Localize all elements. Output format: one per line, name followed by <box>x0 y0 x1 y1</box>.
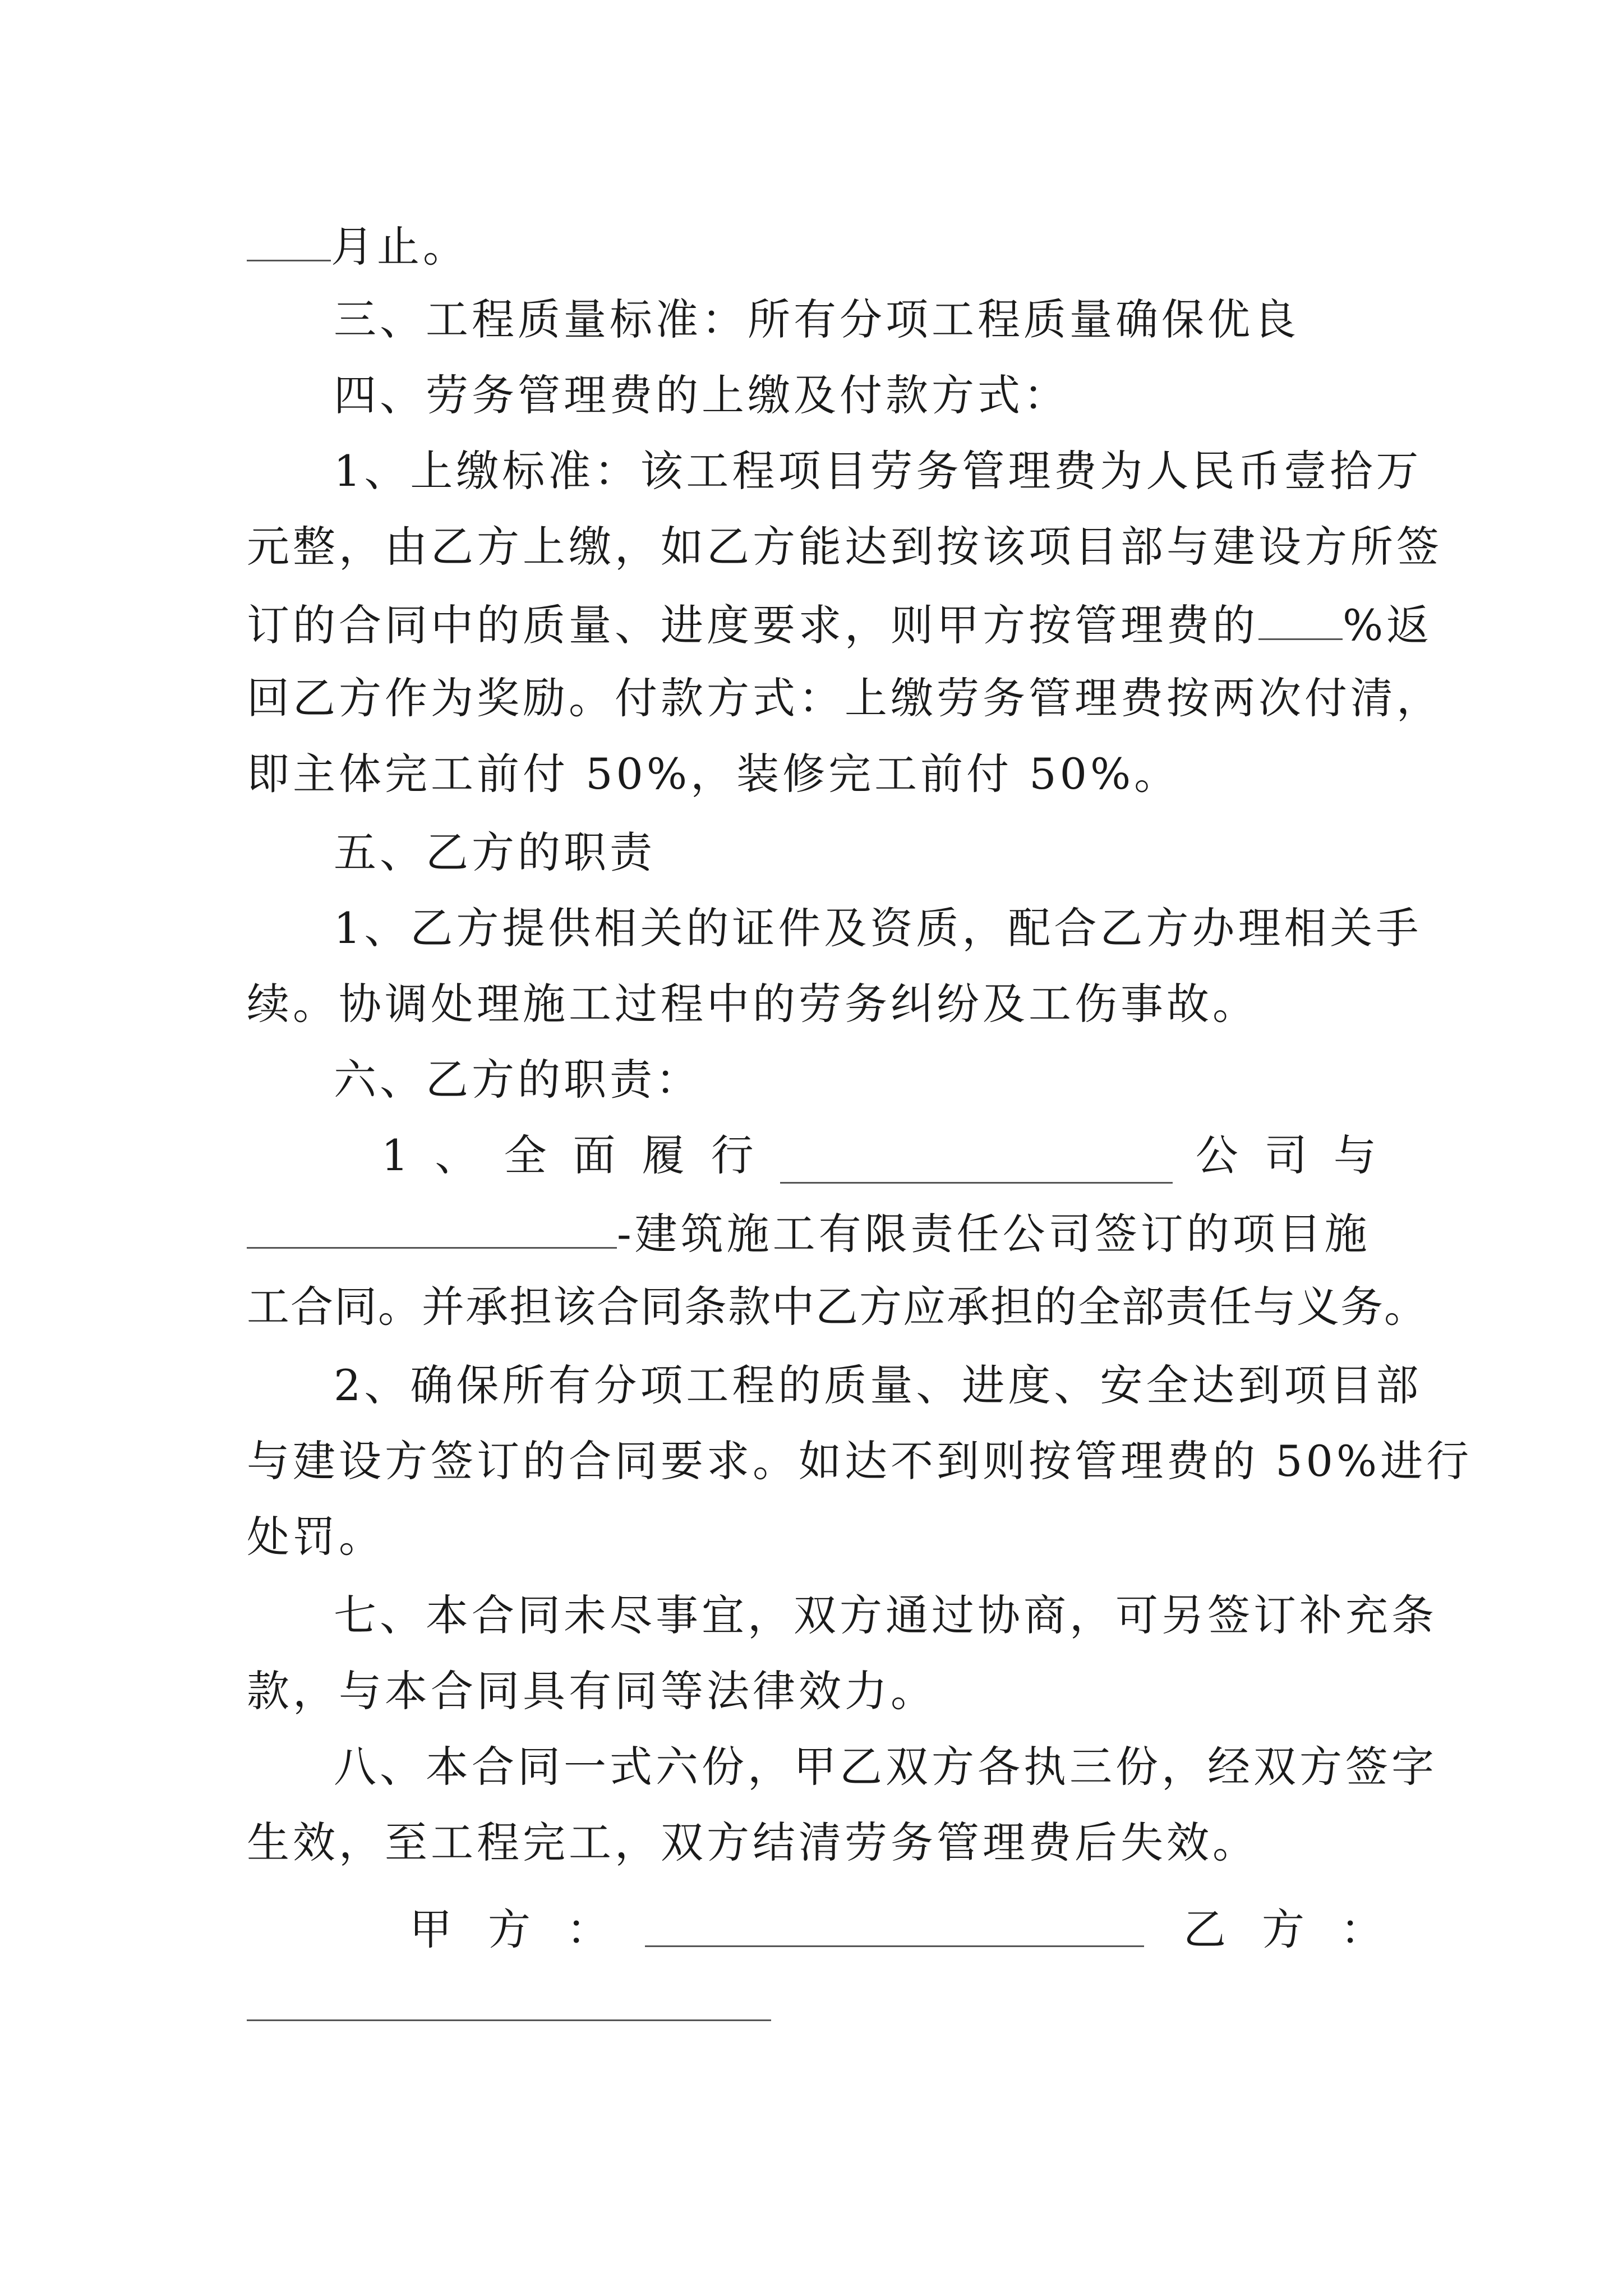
line-char: 面 <box>573 1130 619 1180</box>
line-char: 履 <box>642 1130 688 1180</box>
clause-8-line-1: 八、本合同一式六份，甲乙双方各执三份，经双方签字 <box>334 1742 1437 1792</box>
party-a-char: 甲 <box>409 1904 455 1954</box>
line-char: 公 <box>1195 1130 1242 1180</box>
company-name-blank[interactable] <box>247 1203 617 1249</box>
clause-4-1-line-5: 即主体完工前付 50%，装修完工前付 50%。 <box>247 749 1181 799</box>
line-char: 1 <box>381 1130 412 1180</box>
line-text: 订的合同中的质量、进度要求，则甲方按管理费的 <box>247 600 1258 650</box>
party-a-char: 方 <box>488 1904 534 1954</box>
clause-6-1-line-1 <box>381 1128 1380 1184</box>
clause-5-heading: 五、乙方的职责 <box>334 827 656 877</box>
clause-4-heading: 四、劳务管理费的上缴及付款方式： <box>334 370 1069 420</box>
clause-4-1-line-1 <box>334 443 1422 499</box>
line-char: 司 <box>1264 1130 1311 1180</box>
line-char: 、 <box>435 1130 481 1180</box>
party-b-signature-blank[interactable] <box>247 2019 771 2021</box>
clause-6-heading: 六、乙方的职责： <box>334 1055 702 1105</box>
clause-4-1-line-2: 元整，由乙方上缴，如乙方能达到按该项目部与建设方所签 <box>247 522 1442 572</box>
clause-5-1-line-1: 1、乙方提供相关的证件及资质，配合乙方办理相关手 <box>334 903 1422 953</box>
clause-8-line-2: 生效，至工程完工，双方结清劳务管理费后失效。 <box>247 1818 1258 1867</box>
line-char: 行 <box>711 1130 757 1180</box>
blank-field[interactable] <box>247 216 331 261</box>
line-char: 与 <box>1333 1130 1380 1180</box>
line-text: %返 <box>1343 600 1433 650</box>
line-text: -建筑施工有限责任公司签订的项目施 <box>617 1209 1371 1259</box>
clause-4-1-line-4: 回乙方作为奖励。付款方式：上缴劳务管理费按两次付清， <box>247 673 1442 723</box>
line-text: 月止。 <box>331 222 469 272</box>
clause-3-heading: 三、工程质量标准：所有分项工程质量确保优良 <box>334 295 1299 344</box>
party-b-char: 乙 <box>1183 1904 1229 1954</box>
clause-5-1-line-2: 续。协调处理施工过程中的劳务纠纷及工伤事故。 <box>247 979 1258 1029</box>
clause-6-2-line-3: 处罚。 <box>247 1512 385 1562</box>
text-line-1 <box>247 216 1380 272</box>
clause-6-1-line-2 <box>247 1203 1380 1259</box>
clause-7-line-1: 七、本合同未尽事宜，双方通过协商，可另签订补充条 <box>334 1590 1437 1640</box>
party-a-char: ： <box>566 1904 612 1954</box>
company-name-blank[interactable] <box>780 1138 1173 1184</box>
percentage-blank[interactable] <box>1258 595 1343 640</box>
party-b-char: 方 <box>1262 1904 1308 1954</box>
clause-7-line-2: 款，与本合同具有同等法律效力。 <box>247 1666 937 1716</box>
clause-6-2-line-2: 与建设方签订的合同要求。如达不到则按管理费的 50%进行 <box>247 1436 1473 1486</box>
clause-4-1-line-3 <box>247 595 1433 651</box>
line-char: 全 <box>504 1130 550 1180</box>
clause-6-2-line-1: 2、确保所有分项工程的质量、进度、安全达到项目部 <box>334 1360 1422 1410</box>
signature-row <box>409 1902 1386 1958</box>
party-b-char: ： <box>1340 1904 1386 1954</box>
party-a-signature-blank[interactable] <box>645 1902 1144 1947</box>
line-text: 1、上缴标准：该工程项目劳务管理费为人民币壹拾万 <box>334 446 1422 496</box>
clause-6-1-line-3: 工合同。并承担该合同条款中乙方应承担的全部责任与义务。 <box>247 1282 1428 1332</box>
